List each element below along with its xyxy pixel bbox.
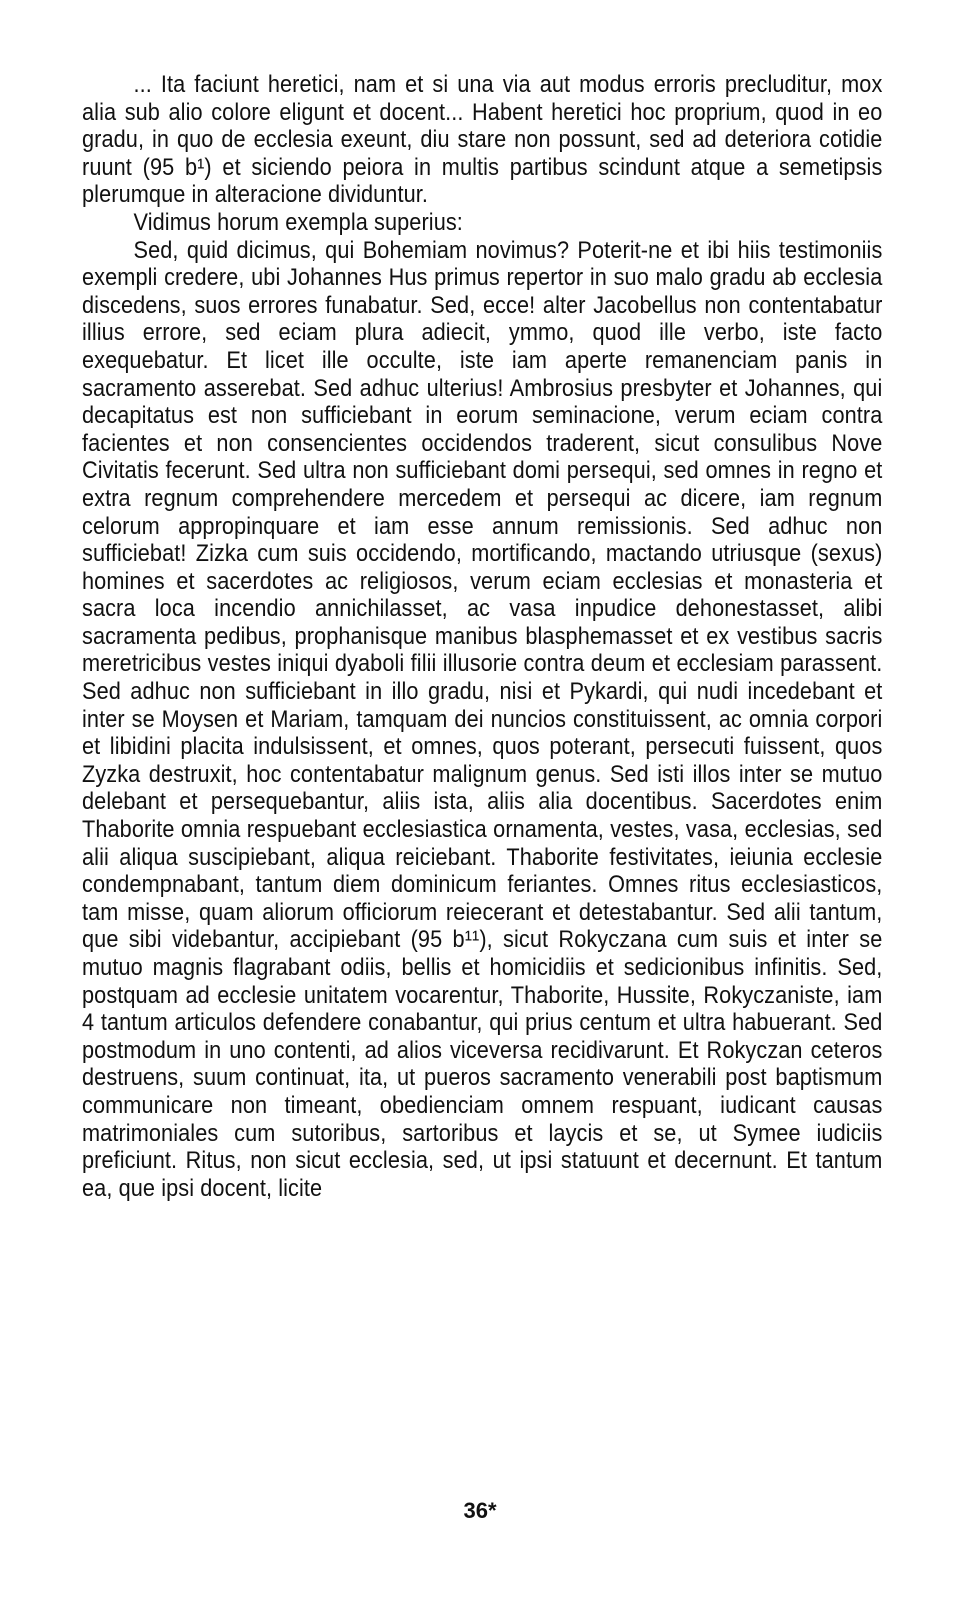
body-text [82, 72, 883, 1203]
page-number: 36* [463, 1498, 497, 1523]
paragraph-examples-heading: Vidimus horum exempla superius: [133, 209, 463, 236]
paragraph-intro: ... Ita faciunt heretici, nam et si una via aut modus erroris precluditur, mox alia sub alio colore eligunt et docent... Habent heretici hoc proprium, quod in eo gradu, in quo de ecclesia exeunt, diu stare non possunt, sed ad deteriora cotidie ruunt (95 b¹) et siciendo peiora in multis partibus scindunt atque a semetipsis plerumque in alteracione dividuntur. [82, 72, 883, 209]
paragraph-bohemia: Sed, quid dicimus, qui Bohemiam novimus? Poterit-ne et ibi hiis testimoniis exempli credere, ubi Johannes Hus primus repertor in suo malo gradu ab ecclesia discedens, suos errores funabatur. Sed, ecce! alter Jacobellus non contentabatur illius errore, sed eciam plura adiecit, ymmo, quod ille verbo, iste facto exequebatur. Et licet ille occulte, iste iam aperte remanenciam panis in sacramento asserebat. Sed adhuc ulterius! Ambrosius presbyter et Johannes, qui decapitatus est non sufficiebant in eorum seminacione, verum eciam contra facientes et non consencientes occidendos traderent, sicut consulibus Nove Civitatis fecerunt. Sed ultra non sufficiebant domi persequi, sed omnes in regno et extra regnum comprehendere mercedem et persequi ac dicere, iam regnum celorum appropinquare et iam esse annum remissionis. Sed adhuc non sufficiebat! Zizka cum suis occidendo, mortificando, mactando utriusque (sexus) homines et sacerdotes ac religiosos, verum eciam ecclesias et monasteria et sacra loca incendio annichilasset, ac vasa inpudice dehonestasset, alibi sacramenta pedibus, prophanisque manibus blasphemasset et ex vestibus sacris meretricibus vestes iniqui dyaboli filii illusorie contra deum et ecclesiam parassent. Sed adhuc non sufficiebant in illo gradu, nisi et Pykardi, qui nudi incedebant et inter se Moysen et Mariam, tamquam dei nuncios constituissent, ac omnia corpori et libidini placita indulsissent, et omnes, quos poterant, persecuti fuissent, quos Zyzka destruxit, hoc contentabatur malignum genus. Sed isti illos inter se mutuo delebant et persequebantur, aliis ista, aliis alia docentibus. Sacerdotes enim Thaborite omnia respuebant ecclesiastica ornamenta, vestes, vasa, ecclesias, sed alii aliqua suscipiebant, aliqua reiciebant. Thaborite festivitates, ieiunia ecclesie condempnabant, tantum diem dominicum feriantes. Omnes ritus ecclesiasticos, tam misse, quam aliorum officiorum reiecerant et detestabantur. Sed alii tantum, que sibi videbantur, accipiebant (95 b¹¹), sicut Rokyczana cum suis et inter se mutuo magnis flagrabant odiis, bellis et homicidiis et sedicionibus infinitis. Sed, postquam ad ecclesie unitatem vocarentur, Thaborite, Hussite, Rokyczaniste, iam 4 tantum articulos defendere conabantur, qui prius centum et ultra habuerant. Sed postmodum in uno contenti, ad alios viceversa recidivarunt. Et Rokyczan ceteros destruens, suum continuat, ita, ut pueros sacramento venerabili post baptismum communicare non timeant, obedienciam omnem respuant, iudicant causas matrimoniales cum sutoribus, sartoribus et laycis et se, ut Symee iudiciis preficiunt. Ritus, non sicut ecclesia, sed, ut ipsi statuunt et decernunt. Et tantum ea, que ipsi docent, licite [82, 237, 883, 1202]
